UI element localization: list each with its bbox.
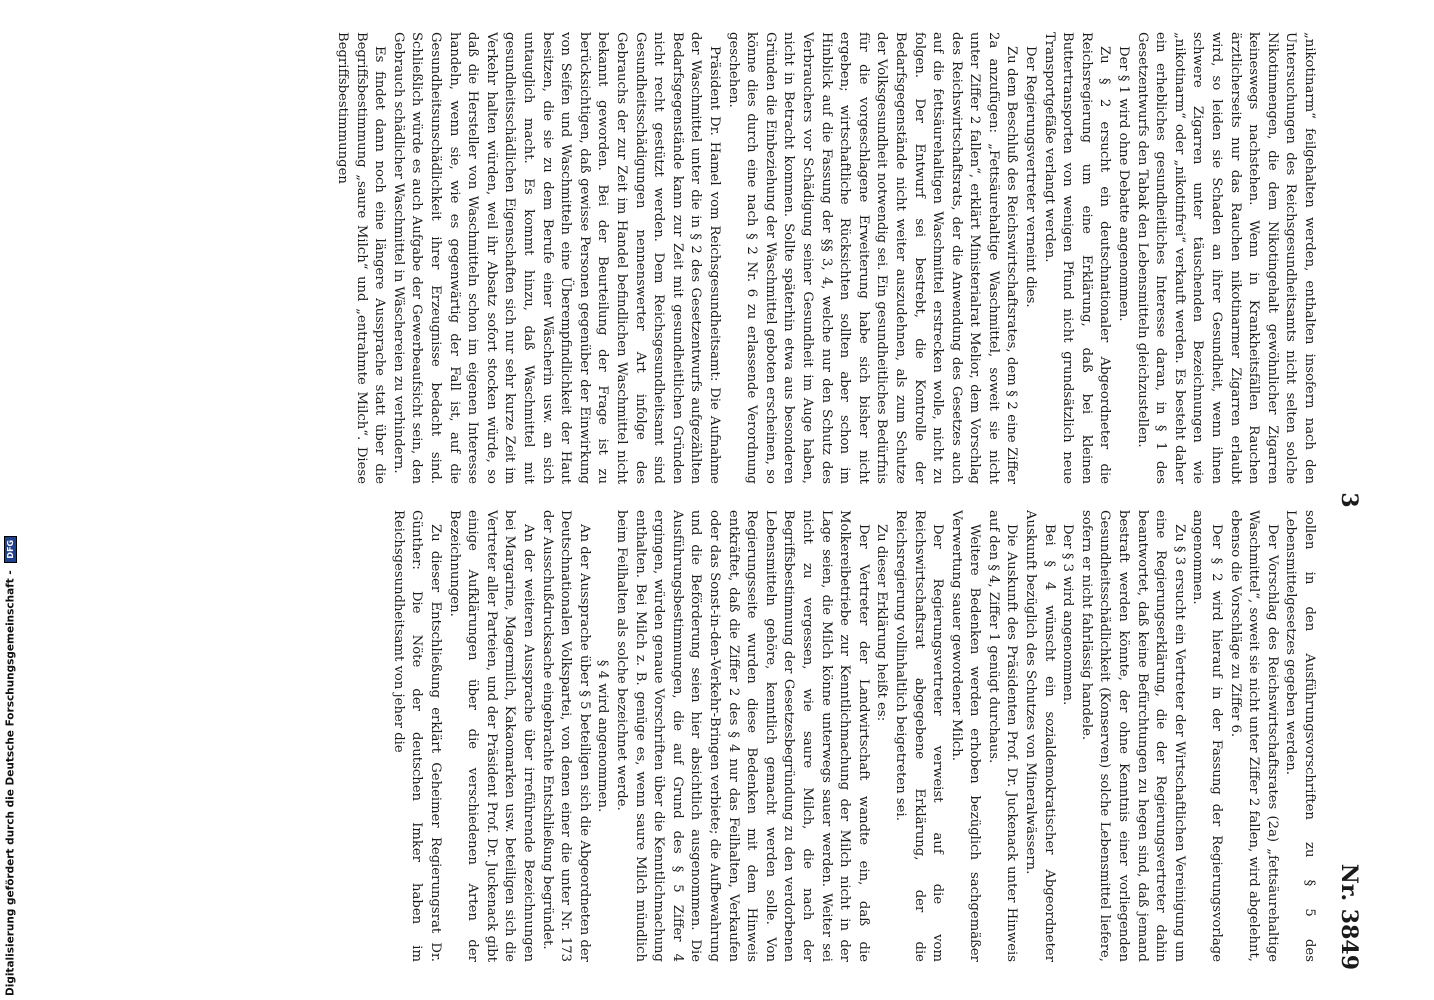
credit-text: Digitalisierung gefördert durch die Deutsche Forschungsgemeinschaft - xyxy=(4,570,17,996)
paragraph: Der Vorschlag des Reichswirtschaftsrates (2a) „fettsäurehaltige Waschmittel“, soweit sie nicht unter Ziffer 2 fallen, wird abgelehnt, ebenso die Vorschläge zu Ziffer 6. xyxy=(1227,510,1280,962)
paragraph: An der weiteren Aussprache über irreführende Bezeichnungen bei Margarine, Magermilch, Kakaomarken usw. beteiligen sich die Vertreter aller Parteien, und der Präsident Prof. Dr. Juckenack gibt einige Aufklärungen über die verschiedenen Arten der Bezeichnungen. xyxy=(446,510,537,962)
paragraph: An der Aussprache über § 5 beteiligen sich die Abgeordneten der Deutschnationalen Volkspartei, von denen einer die unter Nr. 173 der Ausschußdrucksache eingebrachte Entschließung begründet. xyxy=(539,510,592,962)
paragraph: Der § 1 wird ohne Debatte angenommen. xyxy=(1116,46,1132,322)
paragraph: Präsident Dr. Hamel vom Reichsgesundheitsamt: Die Aufnahme der Waschmittel unter die in § 2 des Gesetzentwurfs aufgezählten Bedarfsgegenstände kann zur Zeit mit gesundheitlichen Gründen nicht recht gestützt werden. Dem Reichsgesundheitsamt sind Gesundheitsschädigungen nennenswerter Art infolge des Gebrauchs der zur Zeit im Handel befindlichen Waschmittel nicht bekannt geworden. Bei der Beurteilung der Frage ist zu berücksichtigen, daß gewisse Personen gegenüber der Einwirkung von Seifen und Waschmitteln eine Überempfindlichkeit der Haut besitzen, die sie zu dem Berufe einer Wäscherin usw. an sich untauglich macht. Es kommt hinzu, daß Waschmittel mit gesundheitsschädlichen Eigenschaften sich nur sehr kurze Zeit im Verkehr halten würden, weil ihr Absatz sofort stocken würde, so daß die Hersteller von Waschmitteln schon im eigenen Interesse handeln, wenn sie, wie es gegenwärtig der Fall ist, auf die Gesundheitsunschädlichkeit ihrer Erzeugnisse bedacht sind. Schließlich würde es auch Aufgabe der Gewerbeaufsicht sein, den Gebrauch schädlicher Waschmittel in Wäschereien zu verhindern. xyxy=(390,32,722,484)
paragraph: Der Vertreter der Landwirtschaft wandte ein, daß die Molkereibetriebe zur Kenntlichmachung der Milch nicht in der Lage seien, die Milch könne unterwegs sauer werden. Weiter sei nicht zu vergessen, wie saure Milch, die nach der Begriffsbestimmung der Gesetzesbegründung zu den verdorbenen Lebensmitteln gehöre, kenntlich gemacht werden solle. Von Regierungsseite wurden diese Bedenken mit dem Hinweis entkräftet, daß die Ziffer 2 des § 4 nur das Feilhalten, Verkaufen oder das Sonst-in-den-Verkehr-Bringen verbiete; die Aufbewahrung und die Beförderung seien hier absichtlich ausgenommen. Die Ausführungsbestimmungen, die auf Grund des § 5 Ziffer 4 ergingen, würden genaue Vorschriften über die Kenntlichmachung enthalten. Bei Milch z. B. genüge es, wenn saure Milch mündlich beim Feilhalten als solche bezeichnet werde. xyxy=(614,510,871,962)
paragraph: § 4 wird angenommen. xyxy=(595,659,611,813)
dfg-logo: DFG xyxy=(4,536,17,563)
paragraph: Bei § 4 wünscht ein sozialdemokratischer Abgeordneter Auskunft bezüglich des Schutzes von Mineralwässern. xyxy=(1023,510,1057,962)
paragraph: Zu dieser Entschließung erklärt Geheimer Regierungsrat Dr. Günther: Die Nöte der deutschen Imker haben im Reichsgesundheitsamt von jeher die xyxy=(390,510,444,962)
paragraph: Der Regierungsvertreter verweist auf die vom Reichswirtschaftsrat abgegebene Erklärung, der die Reichsregierung vollinhaltlich beigetreten sei. xyxy=(892,510,946,962)
paragraph: Der § 2 wird hierauf in der Fassung der Regierungsvorlage angenommen. xyxy=(1190,510,1225,962)
digitization-credit xyxy=(4,539,20,996)
paragraph: sollen in den Ausführungsvorschriften zu § 5 des Lebensmittelgesetzes gegeben werden. xyxy=(1283,510,1317,962)
paragraph: Zu dieser Erklärung heißt es: xyxy=(874,524,890,722)
paragraph: Der § 3 wird angenommen. xyxy=(1060,524,1076,706)
paragraph: Es findet dann noch eine längere Aussprache statt über die Begriffsbestimmung „saure Milch“ und „entrahmte Milch“. Diese Begriffsbestimmungen xyxy=(335,32,388,484)
paragraph: „nikotinarm“ feilgehalten werden, enthalten insofern nach den Untersuchungen des Reichsgesundheitsamts nicht selten solche Nikotinmengen, die dem Nikotingehalt gewöhnlicher Zigarren keineswegs nachstehen. Wenn in Krankheitsfällen Rauchen ärztlicherseits nur das Rauchen nikotinarmer Zigarren erlaubt wird, so leiden sie Schaden an ihrer Gesundheit, wenn ihnen schwere Zigarren unter täuschenden Bezeichnungen wie „nikotinarm“ oder „nikotinfrei“ verkauft werden. Es besteht daher ein erhebliches gesundheitliches Interesse daran, in § 1 des Gesetzentwurfs den Tabak den Lebensmitteln gleichzustellen. xyxy=(1134,32,1317,484)
paragraph: Zu § 2 ersucht ein deutschnationaler Abgeordneter die Reichsregierung um eine Erklärung, daß bei kleinen Buttertransporten von wenigen Pfund nicht grundsätzlich neue Transportgefäße verlangt werden. xyxy=(1041,32,1113,484)
document-number: Nr. 3849 xyxy=(1336,863,1362,970)
paragraph: Der Regierungsvertreter verneint dies. xyxy=(1023,46,1039,308)
paragraph: Zu § 3 ersucht ein Vertreter der Wirtschaftlichen Vereinigung um eine Regierungserklärung, die der Regierungsvertreter dahin beantwortet, daß keine Befürchtungen zu hegen sind, daß jemand bestraft werden könnte, der ohne Kenntnis einer vorliegenden Gesundheitsschädlichkeit (Konserven) solche Lebensmittel liefere, sofern er nicht fahrlässig handele. xyxy=(1078,510,1187,962)
right-text-column xyxy=(128,510,1318,962)
rotated-document-page xyxy=(100,0,1380,1000)
paragraph: Weitere Bedenken werden erhoben bezüglich sachgemäßer Verwertung sauer gewordener Milch. xyxy=(948,510,983,962)
paragraph: Zu dem Beschluß des Reichswirtschaftsrates, dem § 2 eine Ziffer 2a anzufügen: „Fettsäurehaltige Waschmittel, soweit sie nicht unter Ziffer 2 fallen“, erklärt Ministerialrat Melior, dem Vorschlag des Reichswirtschaftsrats, der die Anwendung des Gesetzes auch auf die fettsäurehaltigen Waschmittel erstrecken wolle, nicht zu folgen. Der Entwurf sei bestrebt, die Kontrolle der Bedarfsgegenstände nicht weiter auszudehnen, als zum Schutze der Volksgesundheit notwendig sei. Ein gesundheitliches Bedürfnis für die vorgeschlagene Erweiterung habe sich bisher nicht ergeben; wirtschaftliche Rücksichten sollten aber schon im Hinblick auf die Fassung der §§ 3, 4, welche nur den Schutz des Verbrauchers vor Schädigung seiner Gesundheit im Auge haben, nicht in Betracht kommen. Sollte späterhin etwa aus besonderen Gründen die Einbeziehung der Waschmittel geboten erscheinen, so könne dies durch eine nach § 2 Nr. 6 zu erlassende Verordnung geschehen. xyxy=(725,32,1020,484)
page-number: 3 xyxy=(1336,492,1362,508)
paragraph: Die Auskunft des Präsidenten Prof. Dr. Juckenack unter Hinweis auf den § 4, Ziffer 1 genügt durchaus. xyxy=(985,510,1020,962)
page-header xyxy=(1328,30,1362,970)
left-text-column xyxy=(128,32,1318,484)
